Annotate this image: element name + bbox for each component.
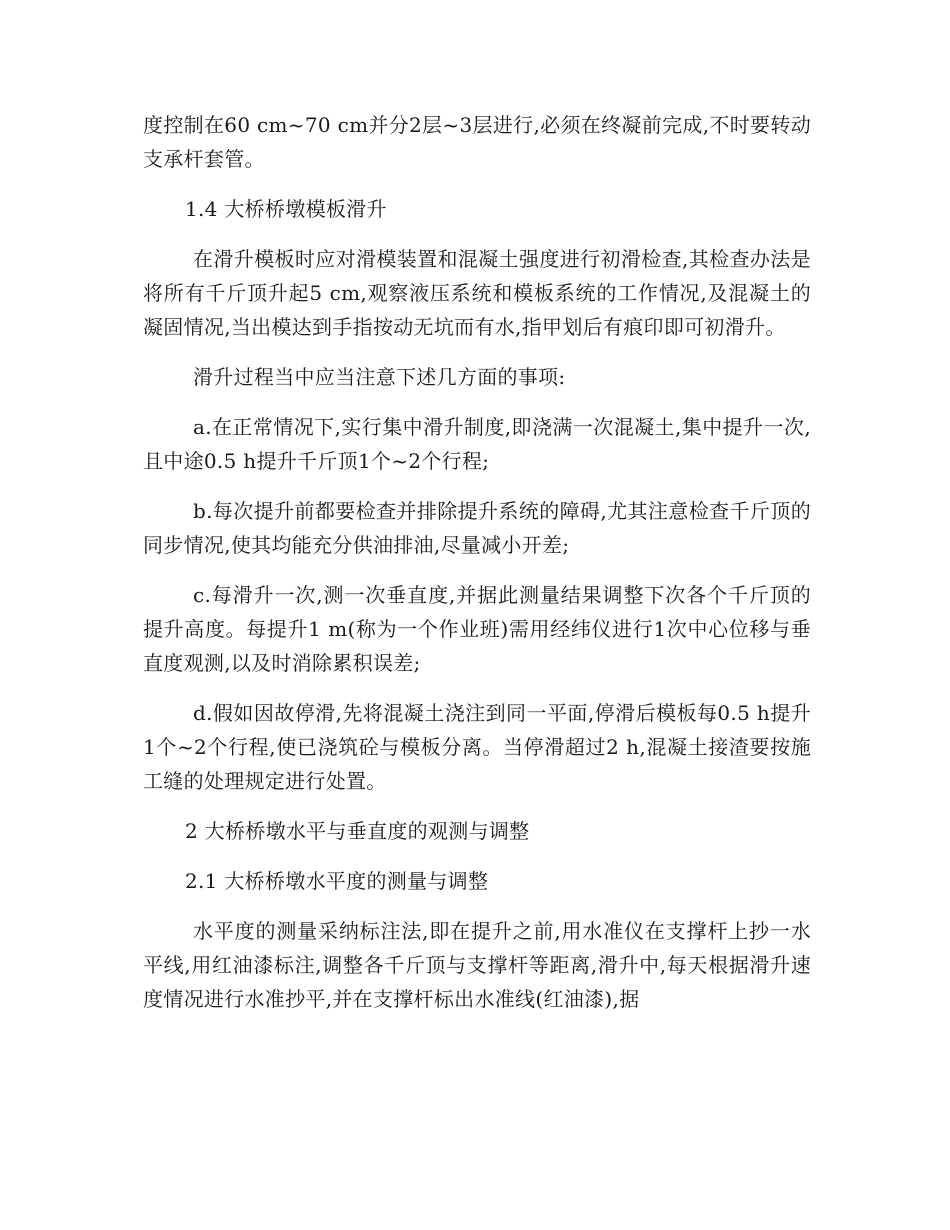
paragraph-initial-slide-check: 在滑升模板时应对滑模装置和混凝土强度进行初滑检查,其检查办法是将所有千斤顶升起5 cm,观察液压系统和模板系统的工作情况,及混凝土的凝固情况,当出模达到手指按动无坑而有水,指甲划后有痕印即可初滑升。 [143, 247, 811, 339]
list-item-c: c.每滑升一次,测一次垂直度,并据此测量结果调整下次各个千斤顶的提升高度。每提升1 m(称为一个作业班)需用经纬仪进行1次中心位移与垂直度观测,以及时消除累积误差; [143, 583, 811, 675]
list-item-d: d.假如因故停滑,先将混凝土浇注到同一平面,停滑后模板每0.5 h提升1个~2个行程,使已浇筑砼与模板分离。当停滑超过2 h,混凝土接渣要按施工缝的处理规定进行处置。 [143, 701, 811, 793]
document-page [143, 108, 811, 1032]
paragraph-level-measurement: 水平度的测量采纳标注法,即在提升之前,用水准仪在支撑杆上抄一水平线,用红油漆标注,调整各千斤顶与支撑杆等距离,滑升中,每天根据滑升速度情况进行水准抄平,并在支撑杆标出水准线(红油漆),据 [143, 919, 811, 1011]
section-heading-2: 2 大桥桥墩水平与垂直度的观测与调整 [185, 819, 530, 843]
list-item-b: b.每次提升前都要检查并排除提升系统的障碍,尤其注意检查千斤顶的同步情况,使其均能充分供油排油,尽量减小开差; [143, 499, 811, 557]
list-item-a: a.在正常情况下,实行集中滑升制度,即浇满一次混凝土,集中提升一次,且中途0.5 h提升千斤顶1个~2个行程; [143, 415, 811, 473]
paragraph-1: 度控制在60 cm~70 cm并分2层~3层进行,必须在终凝前完成,不时要转动支承杆套管。 [143, 113, 811, 171]
section-heading-2-1: 2.1 大桥桥墩水平度的测量与调整 [185, 869, 489, 893]
section-heading-1-4: 1.4 大桥桥墩模板滑升 [185, 197, 387, 221]
paragraph-slide-notes-intro: 滑升过程当中应当注意下述几方面的事项: [193, 365, 566, 389]
